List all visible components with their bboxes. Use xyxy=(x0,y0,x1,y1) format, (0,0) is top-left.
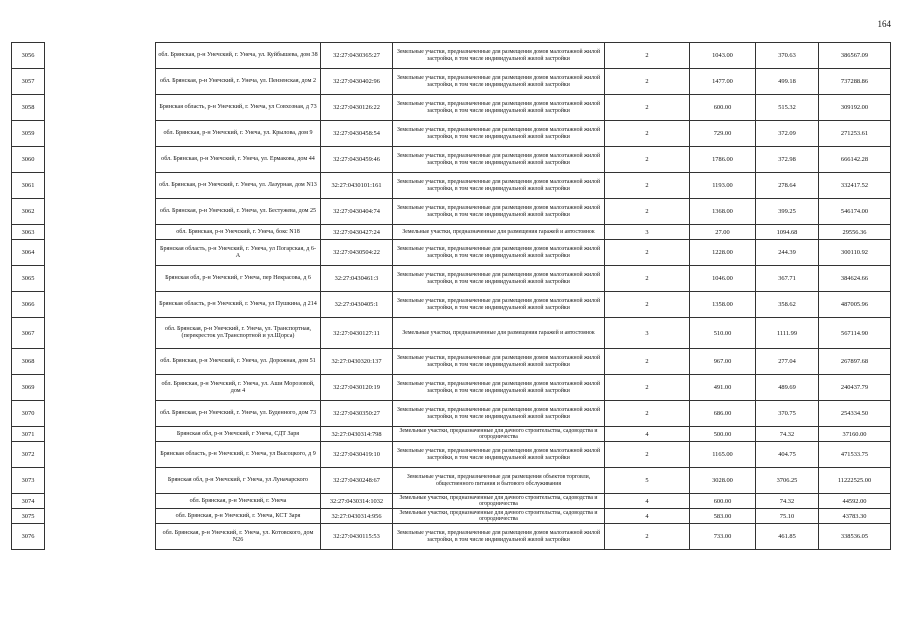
area-cell: 1358.00 xyxy=(690,292,756,318)
use-group-cell: 2 xyxy=(605,147,690,173)
address-cell: Брянская обл, р-н Унечский, г Унеча, ул Луначарского xyxy=(156,468,321,494)
cadastral-value-table xyxy=(11,42,891,550)
land-use-cell: Земельные участки, предназначенные для размещения домов малоэтажной жилой застройки, в том числе индивидуальной жилой застройки xyxy=(393,292,605,318)
table-row xyxy=(12,442,891,468)
specific-value-cell: 399.25 xyxy=(756,199,819,225)
land-use-cell: Земельные участки, предназначенные для размещения гаражей и автостоянок xyxy=(393,318,605,349)
cadastral-number-cell: 32:27:0430365:27 xyxy=(321,43,393,69)
row-number: 3062 xyxy=(12,199,45,225)
row-number: 3069 xyxy=(12,375,45,401)
use-group-cell: 2 xyxy=(605,173,690,199)
address-cell: Брянская область, р-н Унечский, г. Унеча, ул Пушкина, д 214 xyxy=(156,292,321,318)
specific-value-cell: 370.75 xyxy=(756,401,819,427)
blank-cell xyxy=(45,349,156,375)
table-body xyxy=(12,43,891,550)
address-cell: обл. Брянская, р-н Унечский, г. Унеча, ул. Буденного, дом 73 xyxy=(156,401,321,427)
blank-cell xyxy=(45,225,156,240)
area-cell: 1043.00 xyxy=(690,43,756,69)
cadastral-number-cell: 32:27:0430402:96 xyxy=(321,69,393,95)
blank-cell xyxy=(45,524,156,550)
blank-cell xyxy=(45,375,156,401)
land-use-cell: Земельные участки, предназначенные для размещения домов малоэтажной жилой застройки, в том числе индивидуальной жилой застройки xyxy=(393,240,605,266)
specific-value-cell: 3706.25 xyxy=(756,468,819,494)
land-use-cell: Земельные участки, предназначенные для размещения домов малоэтажной жилой застройки, в том числе индивидуальной жилой застройки xyxy=(393,401,605,427)
address-cell: Брянская обл, р-н Унечский, г Унеча, пер Некрасова, д 6 xyxy=(156,266,321,292)
table-row xyxy=(12,349,891,375)
table-row xyxy=(12,43,891,69)
cadastral-number-cell: 32:27:0430126:22 xyxy=(321,95,393,121)
page-number: 164 xyxy=(877,19,891,29)
land-use-cell: Земельные участки, предназначенные для размещения домов малоэтажной жилой застройки, в том числе индивидуальной жилой застройки xyxy=(393,524,605,550)
area-cell: 1046.00 xyxy=(690,266,756,292)
blank-cell xyxy=(45,147,156,173)
row-number: 3073 xyxy=(12,468,45,494)
table-row xyxy=(12,121,891,147)
blank-cell xyxy=(45,173,156,199)
table-row xyxy=(12,509,891,524)
cadastral-value-cell: 240437.79 xyxy=(819,375,891,401)
land-use-cell: Земельные участки, предназначенные для размещения домов малоэтажной жилой застройки, в том числе индивидуальной жилой застройки xyxy=(393,173,605,199)
address-cell: Брянская обл, р-н Унечский, г Унеча, СДТ Заря xyxy=(156,427,321,442)
cadastral-number-cell: 32:27:0430101:161 xyxy=(321,173,393,199)
area-cell: 1165.00 xyxy=(690,442,756,468)
blank-cell xyxy=(45,494,156,509)
address-cell: обл. Брянская, р-н Унечский, г. Унеча, КСТ Заря xyxy=(156,509,321,524)
specific-value-cell: 1094.68 xyxy=(756,225,819,240)
cadastral-value-cell: 384624.66 xyxy=(819,266,891,292)
address-cell: обл. Брянская, р-н Унечский, г. Унеча, бокс N18 xyxy=(156,225,321,240)
use-group-cell: 2 xyxy=(605,199,690,225)
area-cell: 1368.00 xyxy=(690,199,756,225)
row-number: 3075 xyxy=(12,509,45,524)
cadastral-number-cell: 32:27:0430459:46 xyxy=(321,147,393,173)
cadastral-number-cell: 32:27:0430115:53 xyxy=(321,524,393,550)
area-cell: 1228.00 xyxy=(690,240,756,266)
table-row xyxy=(12,468,891,494)
specific-value-cell: 244.39 xyxy=(756,240,819,266)
specific-value-cell: 515.32 xyxy=(756,95,819,121)
cadastral-number-cell: 32:27:0430127:11 xyxy=(321,318,393,349)
table-row xyxy=(12,427,891,442)
specific-value-cell: 372.09 xyxy=(756,121,819,147)
area-cell: 583.00 xyxy=(690,509,756,524)
table-row xyxy=(12,225,891,240)
blank-cell xyxy=(45,427,156,442)
row-number: 3056 xyxy=(12,43,45,69)
cadastral-number-cell: 32:27:0430314:798 xyxy=(321,427,393,442)
land-use-cell: Земельные участки, предназначенные для дачного строительства, садоводства и огородничества xyxy=(393,509,605,524)
cadastral-number-cell: 32:27:0430427:24 xyxy=(321,225,393,240)
area-cell: 27.00 xyxy=(690,225,756,240)
table-row xyxy=(12,199,891,225)
area-cell: 600.00 xyxy=(690,494,756,509)
blank-cell xyxy=(45,442,156,468)
cadastral-value-cell: 737288.86 xyxy=(819,69,891,95)
row-number: 3061 xyxy=(12,173,45,199)
area-cell: 733.00 xyxy=(690,524,756,550)
table-row xyxy=(12,318,891,349)
cadastral-value-cell: 43783.30 xyxy=(819,509,891,524)
specific-value-cell: 74.32 xyxy=(756,427,819,442)
use-group-cell: 2 xyxy=(605,121,690,147)
cadastral-value-cell: 29556.36 xyxy=(819,225,891,240)
table-row xyxy=(12,524,891,550)
cadastral-number-cell: 32:27:0430314:1032 xyxy=(321,494,393,509)
row-number: 3071 xyxy=(12,427,45,442)
row-number: 3058 xyxy=(12,95,45,121)
row-number: 3060 xyxy=(12,147,45,173)
area-cell: 510.00 xyxy=(690,318,756,349)
land-use-cell: Земельные участки, предназначенные для размещения домов малоэтажной жилой застройки, в том числе индивидуальной жилой застройки xyxy=(393,95,605,121)
use-group-cell: 4 xyxy=(605,427,690,442)
row-number: 3076 xyxy=(12,524,45,550)
table-row xyxy=(12,240,891,266)
area-cell: 600.00 xyxy=(690,95,756,121)
cadastral-value-cell: 44592.00 xyxy=(819,494,891,509)
land-use-cell: Земельные участки, предназначенные для размещения домов малоэтажной жилой застройки, в том числе индивидуальной жилой застройки xyxy=(393,147,605,173)
address-cell: обл. Брянская, р-н Унечский, г. Унеча, ул. Куйбышева, дом 38 xyxy=(156,43,321,69)
cadastral-number-cell: 32:27:0430350:27 xyxy=(321,401,393,427)
cadastral-value-cell: 300110.92 xyxy=(819,240,891,266)
area-cell: 1193.00 xyxy=(690,173,756,199)
land-use-cell: Земельные участки, предназначенные для размещения домов малоэтажной жилой застройки, в том числе индивидуальной жилой застройки xyxy=(393,442,605,468)
row-number: 3068 xyxy=(12,349,45,375)
address-cell: обл. Брянская, р-н Унечский, г. Унеча, ул. Дорожная, дом 51 xyxy=(156,349,321,375)
cadastral-value-cell: 567114.90 xyxy=(819,318,891,349)
blank-cell xyxy=(45,292,156,318)
specific-value-cell: 74.32 xyxy=(756,494,819,509)
row-number: 3064 xyxy=(12,240,45,266)
table-row xyxy=(12,375,891,401)
table-row xyxy=(12,147,891,173)
cadastral-number-cell: 32:27:0430419:10 xyxy=(321,442,393,468)
land-use-cell: Земельные участки, предназначенные для размещения домов малоэтажной жилой застройки, в том числе индивидуальной жилой застройки xyxy=(393,375,605,401)
land-use-cell: Земельные участки, предназначенные для размещения гаражей и автостоянок xyxy=(393,225,605,240)
blank-cell xyxy=(45,69,156,95)
blank-cell xyxy=(45,468,156,494)
use-group-cell: 2 xyxy=(605,292,690,318)
row-number: 3072 xyxy=(12,442,45,468)
address-cell: обл. Брянская, р-н Унечский, г. Унеча xyxy=(156,494,321,509)
cadastral-value-cell: 471533.75 xyxy=(819,442,891,468)
cadastral-number-cell: 32:27:0430461:3 xyxy=(321,266,393,292)
table-row xyxy=(12,266,891,292)
specific-value-cell: 372.98 xyxy=(756,147,819,173)
cadastral-value-cell: 666142.28 xyxy=(819,147,891,173)
address-cell: обл. Брянская, р-н Унечский, г. Унеча, ул. Ермакова, дом 44 xyxy=(156,147,321,173)
specific-value-cell: 370.63 xyxy=(756,43,819,69)
row-number: 3070 xyxy=(12,401,45,427)
table-row xyxy=(12,494,891,509)
specific-value-cell: 75.10 xyxy=(756,509,819,524)
area-cell: 686.00 xyxy=(690,401,756,427)
use-group-cell: 3 xyxy=(605,225,690,240)
land-use-cell: Земельные участки, предназначенные для размещения домов малоэтажной жилой застройки, в том числе индивидуальной жилой застройки xyxy=(393,199,605,225)
cadastral-value-cell: 267897.68 xyxy=(819,349,891,375)
row-number: 3066 xyxy=(12,292,45,318)
use-group-cell: 2 xyxy=(605,375,690,401)
area-cell: 491.00 xyxy=(690,375,756,401)
cadastral-number-cell: 32:27:0430405:1 xyxy=(321,292,393,318)
land-use-cell: Земельные участки, предназначенные для размещения домов малоэтажной жилой застройки, в том числе индивидуальной жилой застройки xyxy=(393,43,605,69)
area-cell: 3028.00 xyxy=(690,468,756,494)
specific-value-cell: 277.04 xyxy=(756,349,819,375)
blank-cell xyxy=(45,199,156,225)
row-number: 3059 xyxy=(12,121,45,147)
specific-value-cell: 404.75 xyxy=(756,442,819,468)
row-number: 3063 xyxy=(12,225,45,240)
table-row xyxy=(12,292,891,318)
address-cell: обл. Брянская, р-н Унечский, г. Унеча, ул. Бестужева, дом 25 xyxy=(156,199,321,225)
cadastral-value-cell: 487005.96 xyxy=(819,292,891,318)
land-use-cell: Земельные участки, предназначенные для размещения домов малоэтажной жилой застройки, в том числе индивидуальной жилой застройки xyxy=(393,266,605,292)
land-use-cell: Земельные участки, предназначенные для дачного строительства, садоводства и огородничества xyxy=(393,494,605,509)
blank-cell xyxy=(45,95,156,121)
use-group-cell: 2 xyxy=(605,43,690,69)
cadastral-number-cell: 32:27:0430320:137 xyxy=(321,349,393,375)
area-cell: 729.00 xyxy=(690,121,756,147)
use-group-cell: 4 xyxy=(605,509,690,524)
specific-value-cell: 1111.99 xyxy=(756,318,819,349)
cadastral-number-cell: 32:27:0430120:19 xyxy=(321,375,393,401)
area-cell: 1477.00 xyxy=(690,69,756,95)
cadastral-value-cell: 37160.00 xyxy=(819,427,891,442)
cadastral-value-cell: 271253.61 xyxy=(819,121,891,147)
cadastral-value-cell: 332417.52 xyxy=(819,173,891,199)
cadastral-value-cell: 386567.09 xyxy=(819,43,891,69)
use-group-cell: 2 xyxy=(605,442,690,468)
use-group-cell: 2 xyxy=(605,524,690,550)
address-cell: Брянская область, р-н Унечский, г. Унеча, ул Высоцкого, д 9 xyxy=(156,442,321,468)
address-cell: обл. Брянская, р-н Унечский, г. Унеча, ул. Пензенская, дом 2 xyxy=(156,69,321,95)
row-number: 3067 xyxy=(12,318,45,349)
land-use-cell: Земельные участки, предназначенные для размещения домов малоэтажной жилой застройки, в том числе индивидуальной жилой застройки xyxy=(393,69,605,95)
area-cell: 500.00 xyxy=(690,427,756,442)
use-group-cell: 2 xyxy=(605,266,690,292)
use-group-cell: 5 xyxy=(605,468,690,494)
cadastral-number-cell: 32:27:0430504:22 xyxy=(321,240,393,266)
cadastral-value-cell: 11222525.00 xyxy=(819,468,891,494)
blank-cell xyxy=(45,509,156,524)
row-number: 3057 xyxy=(12,69,45,95)
use-group-cell: 2 xyxy=(605,95,690,121)
cadastral-number-cell: 32:27:0430458:54 xyxy=(321,121,393,147)
land-use-cell: Земельные участки, предназначенные для размещения домов малоэтажной жилой застройки, в том числе индивидуальной жилой застройки xyxy=(393,349,605,375)
use-group-cell: 4 xyxy=(605,494,690,509)
cadastral-number-cell: 32:27:0430314:956 xyxy=(321,509,393,524)
specific-value-cell: 358.62 xyxy=(756,292,819,318)
row-number: 3074 xyxy=(12,494,45,509)
address-cell: обл. Брянская, р-н Унечский, г. Унеча, ул. Крылова, дом 9 xyxy=(156,121,321,147)
blank-cell xyxy=(45,43,156,69)
blank-cell xyxy=(45,240,156,266)
address-cell: обл. Брянская, р-н Унечский, г. Унеча, ул. Транспортная, (перекресток ул.Транспортной и ул.Щорса) xyxy=(156,318,321,349)
cadastral-value-cell: 309192.00 xyxy=(819,95,891,121)
specific-value-cell: 499.18 xyxy=(756,69,819,95)
area-cell: 1786.00 xyxy=(690,147,756,173)
land-use-cell: Земельные участки, предназначенные для размещения домов малоэтажной жилой застройки, в том числе индивидуальной жилой застройки xyxy=(393,121,605,147)
specific-value-cell: 489.69 xyxy=(756,375,819,401)
table-row xyxy=(12,95,891,121)
use-group-cell: 3 xyxy=(605,318,690,349)
address-cell: обл. Брянская, р-н Унечский, г. Унеча, ул. Аши Морозовой, дом 4 xyxy=(156,375,321,401)
blank-cell xyxy=(45,318,156,349)
cadastral-number-cell: 32:27:0430248:67 xyxy=(321,468,393,494)
blank-cell xyxy=(45,266,156,292)
land-use-cell: Земельные участки, предназначенные для размещения объектов торговли, общественного питания и бытового обслуживания xyxy=(393,468,605,494)
address-cell: обл. Брянская, р-н Унечский, г. Унеча, ул. Лазурная, дом N13 xyxy=(156,173,321,199)
cadastral-value-cell: 546174.00 xyxy=(819,199,891,225)
cadastral-value-cell: 254334.50 xyxy=(819,401,891,427)
cadastral-value-cell: 338536.05 xyxy=(819,524,891,550)
blank-cell xyxy=(45,121,156,147)
cadastral-number-cell: 32:27:0430404:74 xyxy=(321,199,393,225)
table-row xyxy=(12,173,891,199)
use-group-cell: 2 xyxy=(605,240,690,266)
use-group-cell: 2 xyxy=(605,349,690,375)
address-cell: обл. Брянская, р-н Унечский, г. Унеча, ул. Котовского, дом N26 xyxy=(156,524,321,550)
row-number: 3065 xyxy=(12,266,45,292)
table-row xyxy=(12,401,891,427)
table-row xyxy=(12,69,891,95)
use-group-cell: 2 xyxy=(605,69,690,95)
blank-cell xyxy=(45,401,156,427)
specific-value-cell: 461.85 xyxy=(756,524,819,550)
land-use-cell: Земельные участки, предназначенные для дачного строительства, садоводства и огородничества xyxy=(393,427,605,442)
specific-value-cell: 367.71 xyxy=(756,266,819,292)
area-cell: 967.00 xyxy=(690,349,756,375)
address-cell: Брянская область, р-н Унечский, г. Унеча, ул Совхозная, д 73 xyxy=(156,95,321,121)
address-cell: Брянская область, р-н Унечский, г. Унеча, ул Погарская, д 6-А xyxy=(156,240,321,266)
specific-value-cell: 278.64 xyxy=(756,173,819,199)
use-group-cell: 2 xyxy=(605,401,690,427)
